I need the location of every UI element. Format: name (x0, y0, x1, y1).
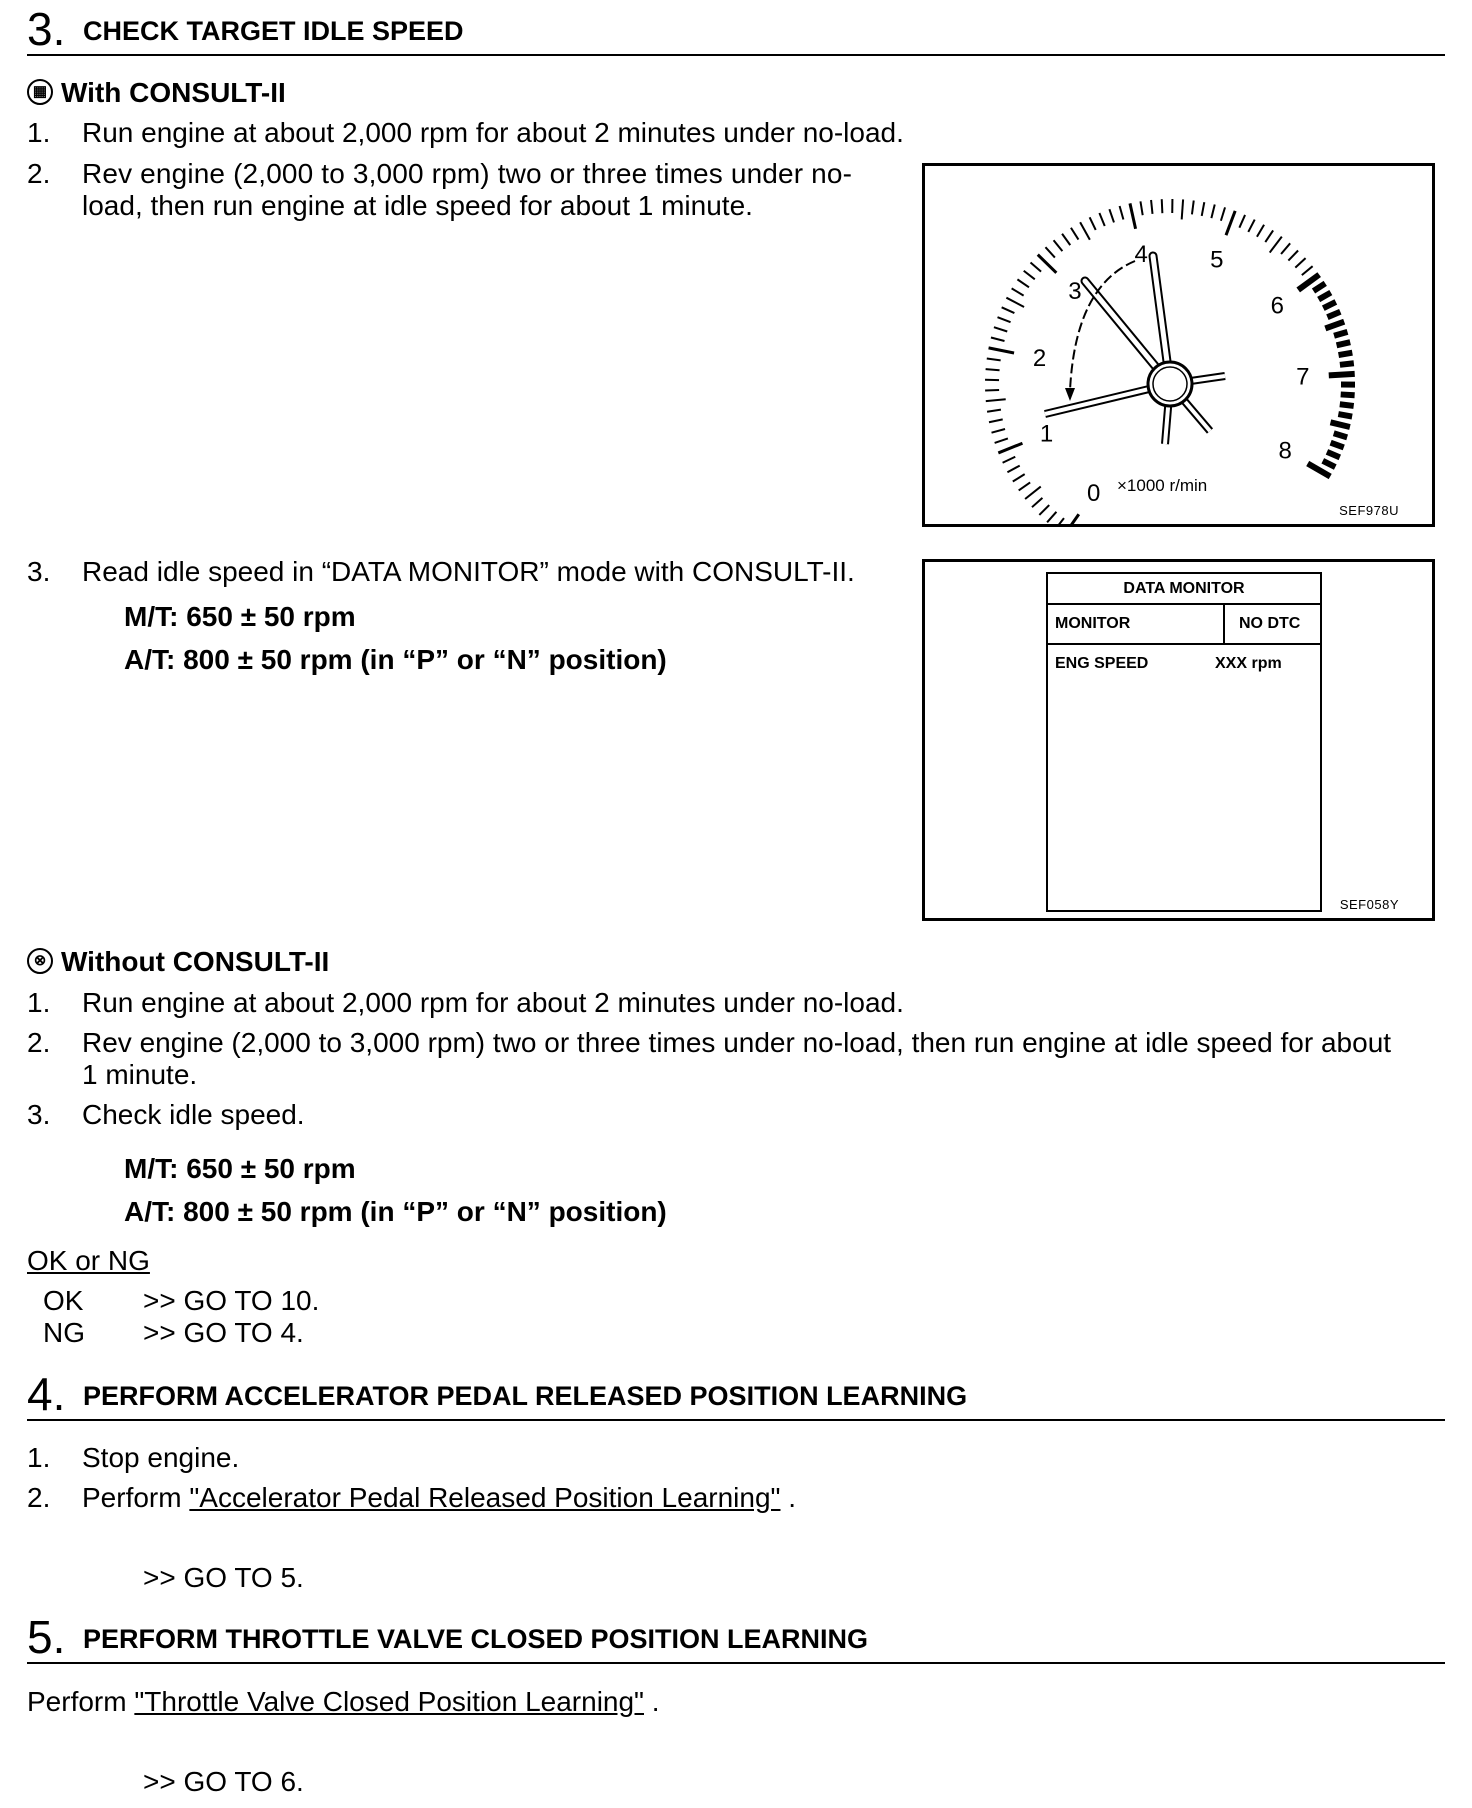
without-consult-label: Without CONSULT-II (61, 946, 330, 977)
tach-tick (1334, 433, 1347, 437)
tach-tick (1211, 204, 1214, 218)
tach-tick (1257, 225, 1264, 237)
step4-number: 4. (27, 1368, 66, 1420)
tach-tick (1120, 206, 1124, 219)
tach-tick (1099, 213, 1104, 226)
step4-item1-num: 1. (27, 1442, 51, 1473)
step4-item2-prefix: Perform (82, 1482, 190, 1513)
monitor-figure-code: SEF058Y (1339, 897, 1399, 912)
tach-tick (1302, 266, 1313, 275)
tach-tick (1319, 293, 1331, 300)
tach-tick (1013, 474, 1025, 481)
tach-scale-label: 8 (1278, 437, 1292, 465)
tach-scale-label: 5 (1210, 246, 1224, 274)
with-item2-num: 2. (27, 158, 51, 189)
tach-tick (1024, 271, 1035, 280)
without-item3-text: Check idle speed. (82, 1099, 305, 1130)
tach-tick (1325, 322, 1344, 329)
without-consult-heading (27, 945, 329, 978)
tachometer-illustration (925, 166, 1432, 524)
tach-tick (1003, 457, 1016, 463)
without-item3-num: 3. (27, 1099, 51, 1130)
tach-tick (1012, 288, 1024, 295)
tach-tick (1340, 404, 1354, 406)
tach-tick (994, 327, 1007, 331)
tach-tick (1327, 312, 1340, 317)
tach-scale-label: 3 (1068, 277, 1082, 305)
tach-tick (998, 317, 1011, 322)
tach-tick (1270, 237, 1282, 253)
tach-tick (1080, 222, 1090, 239)
tachometer-figure (922, 163, 1435, 527)
tach-tick (987, 410, 1001, 412)
tach-tick (987, 358, 1001, 360)
tach-tick (1140, 201, 1142, 215)
tach-tick (1062, 234, 1070, 245)
step4-item1-text: Stop engine. (82, 1442, 240, 1473)
data-monitor-figure (922, 559, 1435, 921)
tach-tick (995, 438, 1008, 442)
tach-tick (1151, 200, 1152, 214)
tach-figure-code: SEF978U (1339, 503, 1399, 518)
step4-header (27, 1369, 1445, 1421)
tach-scale-label: 4 (1134, 241, 1148, 269)
tach-tick (1327, 452, 1340, 458)
step5-text (27, 1685, 660, 1718)
data-monitor-screen (1046, 572, 1322, 912)
tach-scale-label: 6 (1270, 292, 1284, 320)
with-item1-num: 1. (27, 117, 51, 148)
without-item1-text: Run engine at about 2,000 rpm for about 2 minutes under no-load. (82, 987, 904, 1018)
with-spec-at: A/T: 800 ± 50 rpm (in “P” or “N” position) (124, 644, 667, 675)
result-ng-action[interactable]: >> GO TO 4. (143, 1317, 304, 1348)
tach-tick (1331, 443, 1344, 448)
tach-tick (991, 337, 1005, 341)
tach-tick (989, 348, 1015, 353)
step5-number: 5. (27, 1611, 66, 1663)
tach-tick (1248, 220, 1254, 232)
monitor-row-item: ENG SPEED (1055, 655, 1149, 672)
tach-tick (1045, 247, 1054, 257)
step3-number: 3. (27, 3, 66, 55)
tach-tick (1338, 414, 1352, 416)
with-item3-text: Read idle speed in “DATA MONITOR” mode with CONSULT-II. (82, 556, 855, 587)
consult-tool-icon: ▦ (27, 79, 53, 105)
tach-tick (1130, 203, 1136, 228)
step5-prefix: Perform (27, 1686, 135, 1717)
tach-tick (1281, 243, 1290, 254)
with-item2-line1: Rev engine (2,000 to 3,000 rpm) two or three times under no- (82, 158, 853, 189)
step4-goto[interactable]: >> GO TO 5. (143, 1562, 304, 1593)
without-item2-num: 2. (27, 1027, 51, 1058)
with-consult-label: With CONSULT-II (61, 77, 286, 108)
tach-unit-label: ×1000 r/min (1117, 476, 1208, 495)
tach-tick (1239, 215, 1245, 228)
tach-tick (1064, 514, 1079, 524)
tach-tick (1032, 498, 1042, 507)
with-spec-mt: M/T: 650 ± 50 rpm (124, 601, 356, 632)
tach-tick (1340, 363, 1354, 365)
tach-tick (1329, 374, 1355, 375)
tach-tick (1025, 487, 1041, 499)
accelerator-pedal-learning-link[interactable]: "Accelerator Pedal Released Position Learning" (189, 1482, 781, 1513)
step5-suffix: . (644, 1686, 660, 1717)
tach-tick (1337, 342, 1351, 345)
monitor-header-divider (1048, 643, 1320, 645)
tach-tick (1314, 283, 1326, 291)
with-item2-line2: load, then run engine at idle speed for about 1 minute. (82, 190, 753, 221)
tach-tick (1334, 332, 1347, 336)
tach-tick (1054, 240, 1063, 251)
without-spec-mt: M/T: 650 ± 50 rpm (124, 1153, 356, 1184)
tach-tick (1265, 230, 1273, 242)
step5-header (27, 1612, 1445, 1664)
tach-tick (1162, 199, 1163, 213)
with-item1-text: Run engine at about 2,000 rpm for about 2 minutes under no-load. (82, 117, 904, 148)
step4-item2-num: 2. (27, 1482, 51, 1513)
tach-scale-label: 7 (1296, 363, 1310, 391)
tach-tick (1339, 353, 1353, 355)
tach-tick (1047, 512, 1056, 522)
with-consult-heading (27, 76, 286, 109)
tach-tick (1039, 505, 1049, 515)
tach-tick (1323, 302, 1336, 308)
tach-tick (1202, 202, 1205, 216)
tach-tick (998, 443, 1022, 453)
tach-tick (1002, 307, 1015, 313)
tach-tick (1221, 207, 1225, 220)
tach-tick (1226, 211, 1235, 235)
tach-tick (1295, 258, 1305, 268)
monitor-title: DATA MONITOR (1123, 580, 1245, 597)
throttle-valve-learning-link[interactable]: "Throttle Valve Closed Position Learning" (134, 1686, 644, 1717)
with-item3-num: 3. (27, 556, 51, 587)
step3-title: CHECK TARGET IDLE SPEED (83, 16, 464, 46)
tach-hub (1148, 362, 1192, 406)
tach-tick (1109, 209, 1114, 222)
step4-item2-suffix: . (780, 1482, 797, 1513)
without-item1-num: 1. (27, 987, 51, 1018)
monitor-col1: MONITOR (1055, 615, 1131, 632)
tach-tick (986, 369, 1000, 370)
tach-tick (1007, 466, 1019, 473)
tach-scale-label: 1 (1039, 420, 1054, 448)
result-ng-key: NG (43, 1317, 85, 1348)
tach-tick (992, 429, 1006, 433)
without-item2-line1: Rev engine (2,000 to 3,000 rpm) two or three times under no-load, then run engine at idle speed for about (82, 1027, 1392, 1058)
step3-header (27, 4, 1445, 56)
tach-tick (1031, 262, 1042, 271)
without-spec-at: A/T: 800 ± 50 rpm (in “P” or “N” position) (124, 1196, 667, 1227)
tach-tick (1288, 251, 1298, 261)
tach-scale-label: 2 (1032, 345, 1047, 373)
tach-tick (1055, 518, 1064, 524)
without-item2-line2: 1 minute. (82, 1059, 198, 1090)
tach-tick (986, 399, 1006, 401)
tach-tick (1192, 201, 1194, 215)
tach-tick (1182, 199, 1183, 219)
tach-tick (1323, 461, 1336, 467)
monitor-col2: NO DTC (1239, 615, 1301, 632)
tach-tick (1017, 279, 1029, 287)
monitor-title-divider (1048, 603, 1320, 605)
step5-goto[interactable]: >> GO TO 6. (143, 1766, 304, 1797)
tach-tick (1341, 394, 1355, 395)
step4-title: PERFORM ACCELERATOR PEDAL RELEASED POSITION LEARNING (83, 1381, 968, 1411)
tach-tick (1330, 422, 1349, 427)
tach-tick (989, 419, 1003, 422)
monitor-col-divider (1223, 603, 1225, 643)
tach-tick (1006, 298, 1024, 307)
monitor-row-value: XXX rpm (1215, 655, 1282, 672)
result-ok-action[interactable]: >> GO TO 10. (143, 1285, 320, 1316)
tach-tick (1090, 217, 1096, 230)
ok-ng-heading: OK or NG (27, 1245, 150, 1276)
tach-scale-label: 0 (1087, 479, 1101, 507)
tach-tick (1019, 482, 1030, 490)
step4-item2-text (82, 1481, 796, 1514)
result-ok-key: OK (43, 1285, 84, 1316)
step5-title: PERFORM THROTTLE VALVE CLOSED POSITION LEARNING (83, 1624, 869, 1654)
tach-tick (1071, 228, 1078, 240)
no-tool-icon: ⊗ (27, 948, 53, 974)
